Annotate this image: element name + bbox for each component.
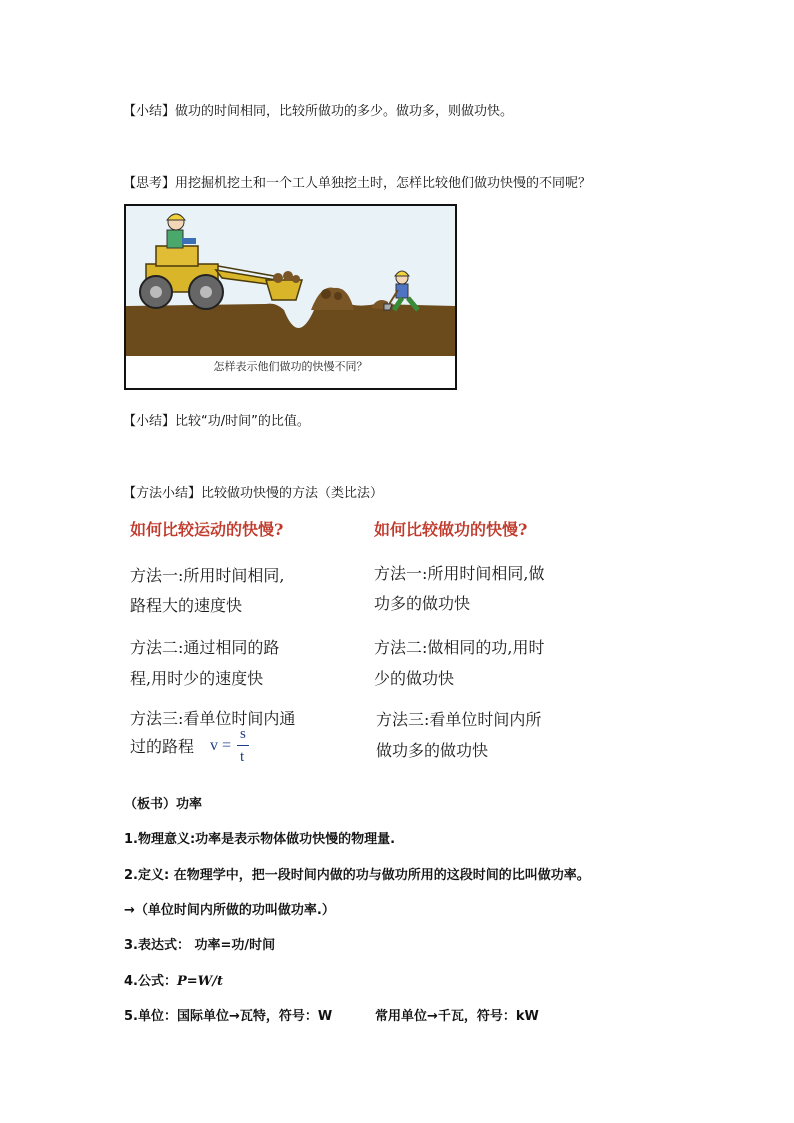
board-item-5b: 常用单位→千瓦，符号：kW [375, 1009, 539, 1024]
figure-caption: 怎样表示他们做功的快慢不同？ [213, 360, 368, 373]
board-item-4 [124, 970, 223, 989]
summary-1: 【小结】做功的时间相同，比较所做功的多少。做功多，则做功快。 [123, 104, 514, 119]
right-heading: 如何比较做功的快慢? [374, 520, 528, 539]
left-method3-line2: 过的路程 [130, 737, 195, 756]
formula-velocity-lhs: v = [210, 737, 232, 754]
left-method1-line2: 路程大的速度快 [130, 596, 243, 615]
formula-denominator: t [240, 749, 245, 765]
board-item-3: 3.表达式： 功率=功/时间 [124, 938, 276, 953]
right-method1-line1: 方法一:所用时间相同,做 [374, 564, 545, 583]
board-item-5a: 5.单位：国际单位→瓦特，符号：W [124, 1009, 333, 1024]
right-method3-line1: 方法三:看单位时间内所 [376, 710, 542, 729]
right-method1-line2: 功多的做功快 [374, 594, 471, 613]
board-item-4-label: 4.公式： [124, 974, 177, 989]
left-heading: 如何比较运动的快慢? [130, 520, 284, 539]
board-item-2: 2.定义: 在物理学中，把一段时间内做的功与做功所用的这段时间的比叫做功率。 [124, 868, 590, 883]
formula-numerator: s [240, 726, 246, 742]
board-item-1: 1.物理意义:功率是表示物体做功快慢的物理量. [124, 832, 396, 847]
excavator-figure [124, 204, 457, 390]
think-question: 【思考】用挖掘机挖土和一个工人单独挖土时，怎样比较他们做功快慢的不同呢？ [123, 176, 592, 191]
left-method2-line1: 方法二:通过相同的路 [130, 638, 280, 657]
board-title: （板书）功率 [124, 797, 203, 812]
board-item-2b: →（单位时间内所做的功叫做功率.） [124, 903, 335, 918]
left-method2-line2: 程,用时少的速度快 [130, 669, 264, 688]
right-method2-line2: 少的做功快 [374, 669, 455, 688]
formula-fraction-bar [237, 745, 249, 746]
right-method2-line1: 方法二:做相同的功,用时 [374, 638, 545, 657]
board-item-4-formula: P=W/t [176, 974, 224, 989]
left-method1-line1: 方法一:所用时间相同, [130, 566, 285, 585]
right-method3-line2: 做功多的做功快 [376, 741, 489, 760]
left-method3-line1: 方法三:看单位时间内通 [130, 709, 296, 728]
method-summary: 【方法小结】比较做功快慢的方法（类比法） [123, 486, 384, 501]
summary-2: 【小结】比较“功/时间”的比值。 [123, 414, 310, 429]
